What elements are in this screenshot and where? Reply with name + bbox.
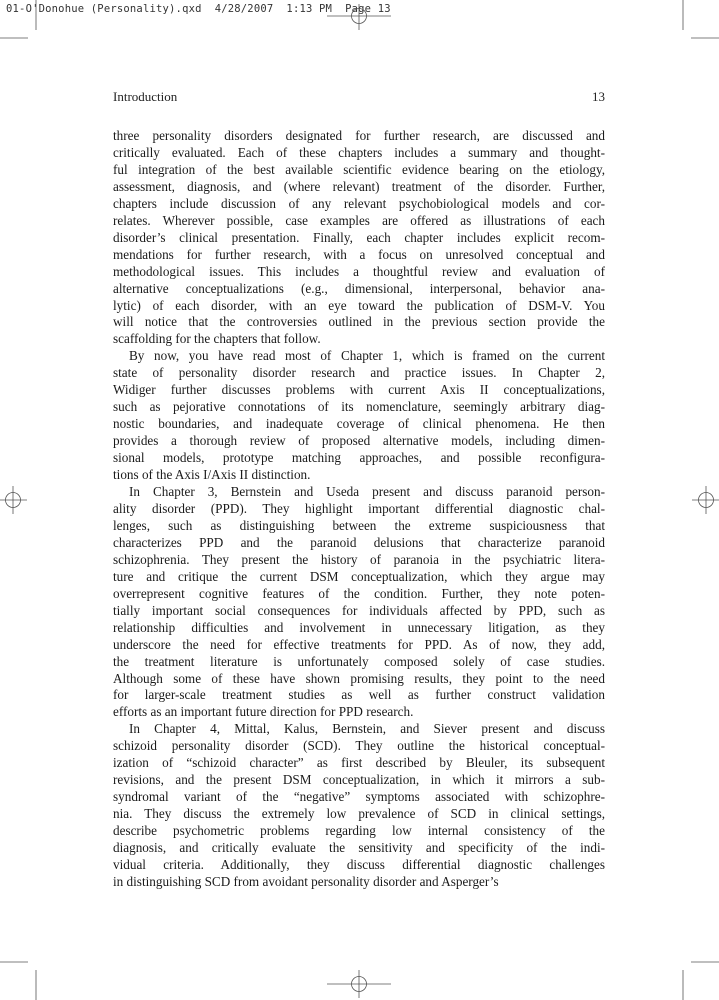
text-line: In Chapter 3, Bernstein and Useda present and discuss paranoid person- [129,484,605,500]
text-line: By now, you have read most of Chapter 1, which is framed on the current [129,348,605,364]
text-line: three personality disorders designated for further research, are discussed and [113,128,605,143]
text-line: sional models, prototype matching approaches, and possible reconfigura- [113,450,605,466]
text-line: for larger-scale treatment studies as well as further construct validation [113,687,605,703]
text-line: alternative conceptualizations (e.g., dimensional, interpersonal, behavior ana- [113,280,605,296]
text-line: syndromal variant of the “negative” symptoms associated with schizophre- [113,789,605,805]
text-line: such as pejorative connotations of its nomenclature, seemingly arbitrary diag- [113,399,605,415]
text-line: mendations for further research, with a focus on unresolved conceptual and [113,246,605,262]
body-text [113,128,605,891]
text-line: ization of “schizoid character” as first described by Bleuler, its subsequent [113,755,605,771]
text-line: overrepresent cognitive features of the condition. Further, they note poten- [113,585,605,601]
text-line: ture and critique the current DSM conceptualization, which they argue may [113,568,605,584]
text-line: ality disorder (PPD). They highlight important differential diagnostic chal- [113,500,605,516]
text-line: assessment, diagnosis, and (where relevant) treatment of the disorder. Further, [113,178,605,194]
text-line: diagnosis, and critically evaluate the sensitivity and specificity of the indi- [113,840,605,856]
running-header [113,89,605,107]
text-line: In Chapter 4, Mittal, Kalus, Bernstein, and Siever present and discuss [129,721,605,737]
text-line: underscore the need for effective treatments for PPD. As of now, they add, [113,636,605,652]
text-line: vidual criteria. Additionally, they discuss differential diagnostic challenges [113,856,605,872]
text-line: state of personality disorder research and practice issues. In Chapter 2, [113,365,605,381]
text-line: provides a thorough review of proposed alternative models, including dimen- [113,433,605,449]
registration-mark-right [692,486,719,514]
registration-mark-top [327,4,391,30]
registration-mark-bottom [327,970,391,998]
running-head-title: Introduction [113,89,178,104]
paragraph [113,348,605,484]
text-line: nia. They discuss the extremely low prevalence of SCD in clinical settings, [113,806,605,822]
text-line: schizoid personality disorder (SCD). They outline the historical conceptual- [113,738,605,754]
print-slug: 01-O'Donohue (Personality).qxd 4/28/2007 1:13 PM Page 13 [6,3,391,15]
text-line: characterizes PPD and the paranoid delusions that characterize paranoid [113,534,605,550]
text-line: Although some of these have shown promising results, they point to the need [113,670,605,686]
page-number: 13 [592,89,605,104]
text-line: Widiger further discusses problems with current Axis II conceptualizations, [113,382,605,398]
text-line: lytic) of each disorder, with an eye toward the publication of DSM-V. You [113,297,605,313]
registration-mark-left [0,486,27,514]
text-line: ful integration of the best available scientific evidence bearing on the etiology, [113,161,605,177]
text-line: nostic boundaries, and inadequate coverage of clinical phenomena. He then [113,416,605,432]
text-line: the treatment literature is unfortunately composed solely of case studies. [113,653,605,669]
text-line: scaffolding for the chapters that follow. [113,331,321,347]
text-line: efforts as an important future direction for PPD research. [113,704,414,720]
paragraph [113,484,605,721]
text-line: methodological issues. This includes a thoughtful review and evaluation of [113,263,605,279]
text-line: tially important social consequences for individuals affected by PPD, such as [113,602,605,618]
text-line: relates. Wherever possible, case examples are offered as illustrations of each [113,212,605,228]
text-line: disorder’s clinical presentation. Finally, each chapter includes explicit recom- [113,229,605,245]
text-line: will notice that the controversies outlined in the previous section provide the [113,314,605,330]
text-line: chapters include discussion of any relevant psychobiological models and cor- [113,195,605,211]
paragraph [113,721,605,891]
text-line: schizophrenia. They present the history of paranoia in the psychiatric litera- [113,551,605,567]
text-line: relationship difficulties and involvement in unnecessary litigation, as they [113,619,605,635]
text-line: revisions, and the present DSM conceptualization, in which it mirrors a sub- [113,772,605,788]
text-line: lenges, such as distinguishing between the extreme suspiciousness that [113,517,605,533]
text-line: tions of the Axis I/Axis II distinction. [113,467,311,483]
text-line: in distinguishing SCD from avoidant personality disorder and Asperger’s [113,873,499,889]
paragraph [113,128,605,348]
text-line: describe psychometric problems regarding low internal consistency of the [113,823,605,839]
text-line: critically evaluated. Each of these chapters includes a summary and thought- [113,144,605,160]
